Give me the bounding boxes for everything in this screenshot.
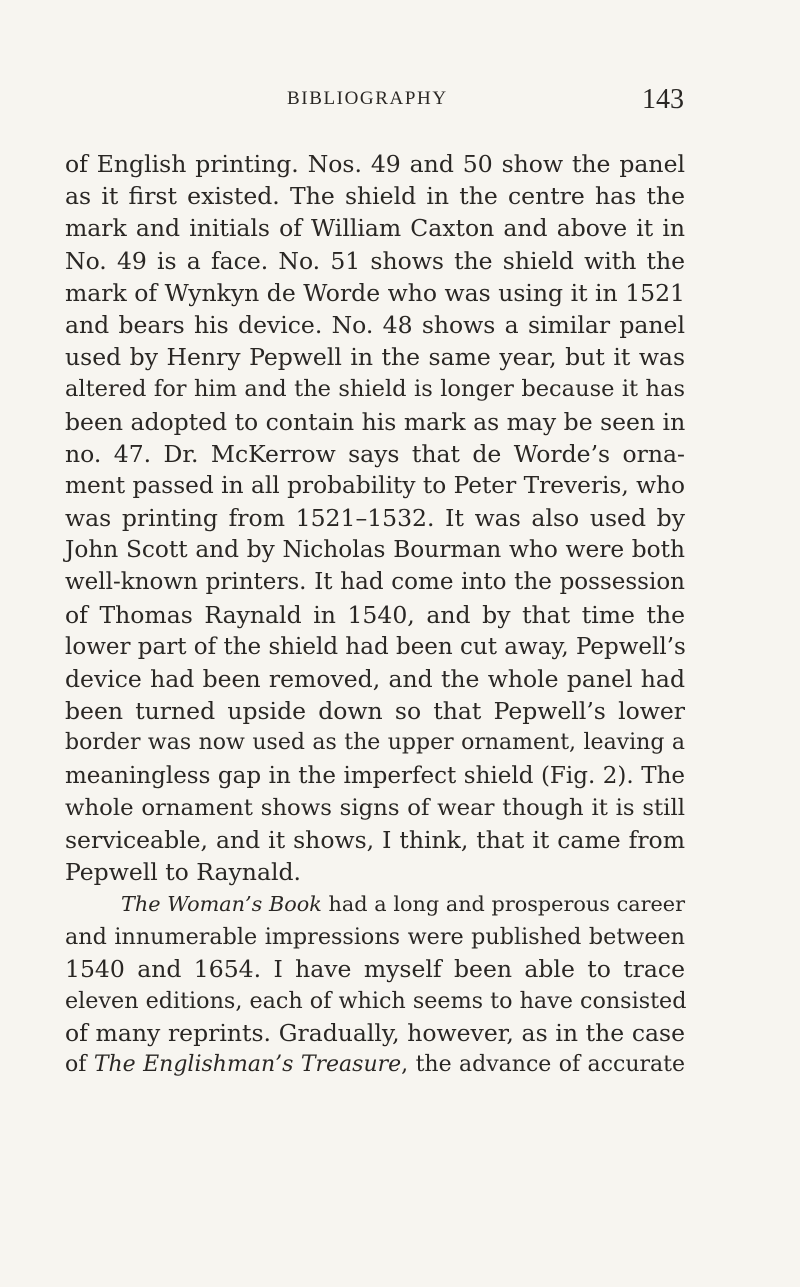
page-number: 143	[642, 84, 684, 115]
text-line	[65, 1049, 685, 1081]
text-fragment: , the advance of accurate	[401, 1052, 685, 1078]
text-line: ment passed in all probability to Peter Treveris, who	[65, 471, 685, 499]
text-line: as it first existed. The shield in the centre has the	[65, 182, 685, 211]
text-line: eleven editions, each of which seems to have consisted	[65, 987, 687, 1014]
text-fragment: of	[65, 1052, 94, 1078]
text-line: mark and initials of William Caxton and above it in	[65, 214, 685, 243]
text-line: 1540 and 1654. I have myself been able to trace	[65, 954, 685, 983]
text-line: no. 47. Dr. McKerrow says that de Worde’s orna-	[65, 439, 685, 468]
text-line: John Scott and by Nicholas Bourman who were both	[65, 536, 685, 564]
text-line: was printing from 1521–1532. It was also used by	[65, 504, 685, 533]
text-line: of many reprints. Gradually, however, as in the case	[65, 1019, 685, 1048]
book-title: The Englishman’s Treasure	[93, 1052, 402, 1078]
text-line: altered for him and the shield is longer because it has	[65, 376, 685, 403]
text-line: meaningless gap in the imperfect shield (Fig. 2). The	[65, 762, 685, 789]
text-line: of English printing. Nos. 49 and 50 show the panel	[65, 150, 685, 178]
text-line: well-known printers. It had come into the possession	[65, 569, 685, 596]
book-title: The Woman’s Book	[121, 892, 322, 917]
text-line: No. 49 is a face. No. 51 shows the shield with the	[65, 246, 685, 275]
text-line: been turned upside down so that Pepwell’s lower	[65, 697, 685, 726]
text-line: serviceable, and it shows, I think, that it came from	[65, 825, 685, 854]
text-line: device had been removed, and the whole panel had	[65, 665, 685, 693]
text-line: mark of Wynkyn de Worde who was using it in 1521	[65, 278, 685, 307]
text-line: Pepwell to Raynald.	[65, 858, 301, 887]
running-title: BIBLIOGRAPHY	[287, 88, 448, 109]
text-line: whole ornament shows signs of wear though it is still	[65, 794, 685, 821]
running-header	[0, 84, 800, 120]
paragraph-lead-line	[65, 888, 685, 920]
text-fragment: had a long and prosperous career	[321, 892, 685, 917]
text-line: been adopted to contain his mark as may be seen in	[65, 407, 686, 436]
text-line: used by Henry Pepwell in the same year, but it was	[65, 343, 685, 372]
text-line: border was now used as the upper ornament, leaving a	[65, 730, 685, 756]
text-line: lower part of the shield had been cut away, Pepwell’s	[65, 633, 686, 660]
text-line: of Thomas Raynald in 1540, and by that time the	[65, 600, 685, 629]
text-line: and bears his device. No. 48 shows a similar panel	[65, 310, 685, 339]
body-text	[65, 148, 685, 1081]
text-line: and innumerable impressions were published between	[65, 923, 685, 950]
